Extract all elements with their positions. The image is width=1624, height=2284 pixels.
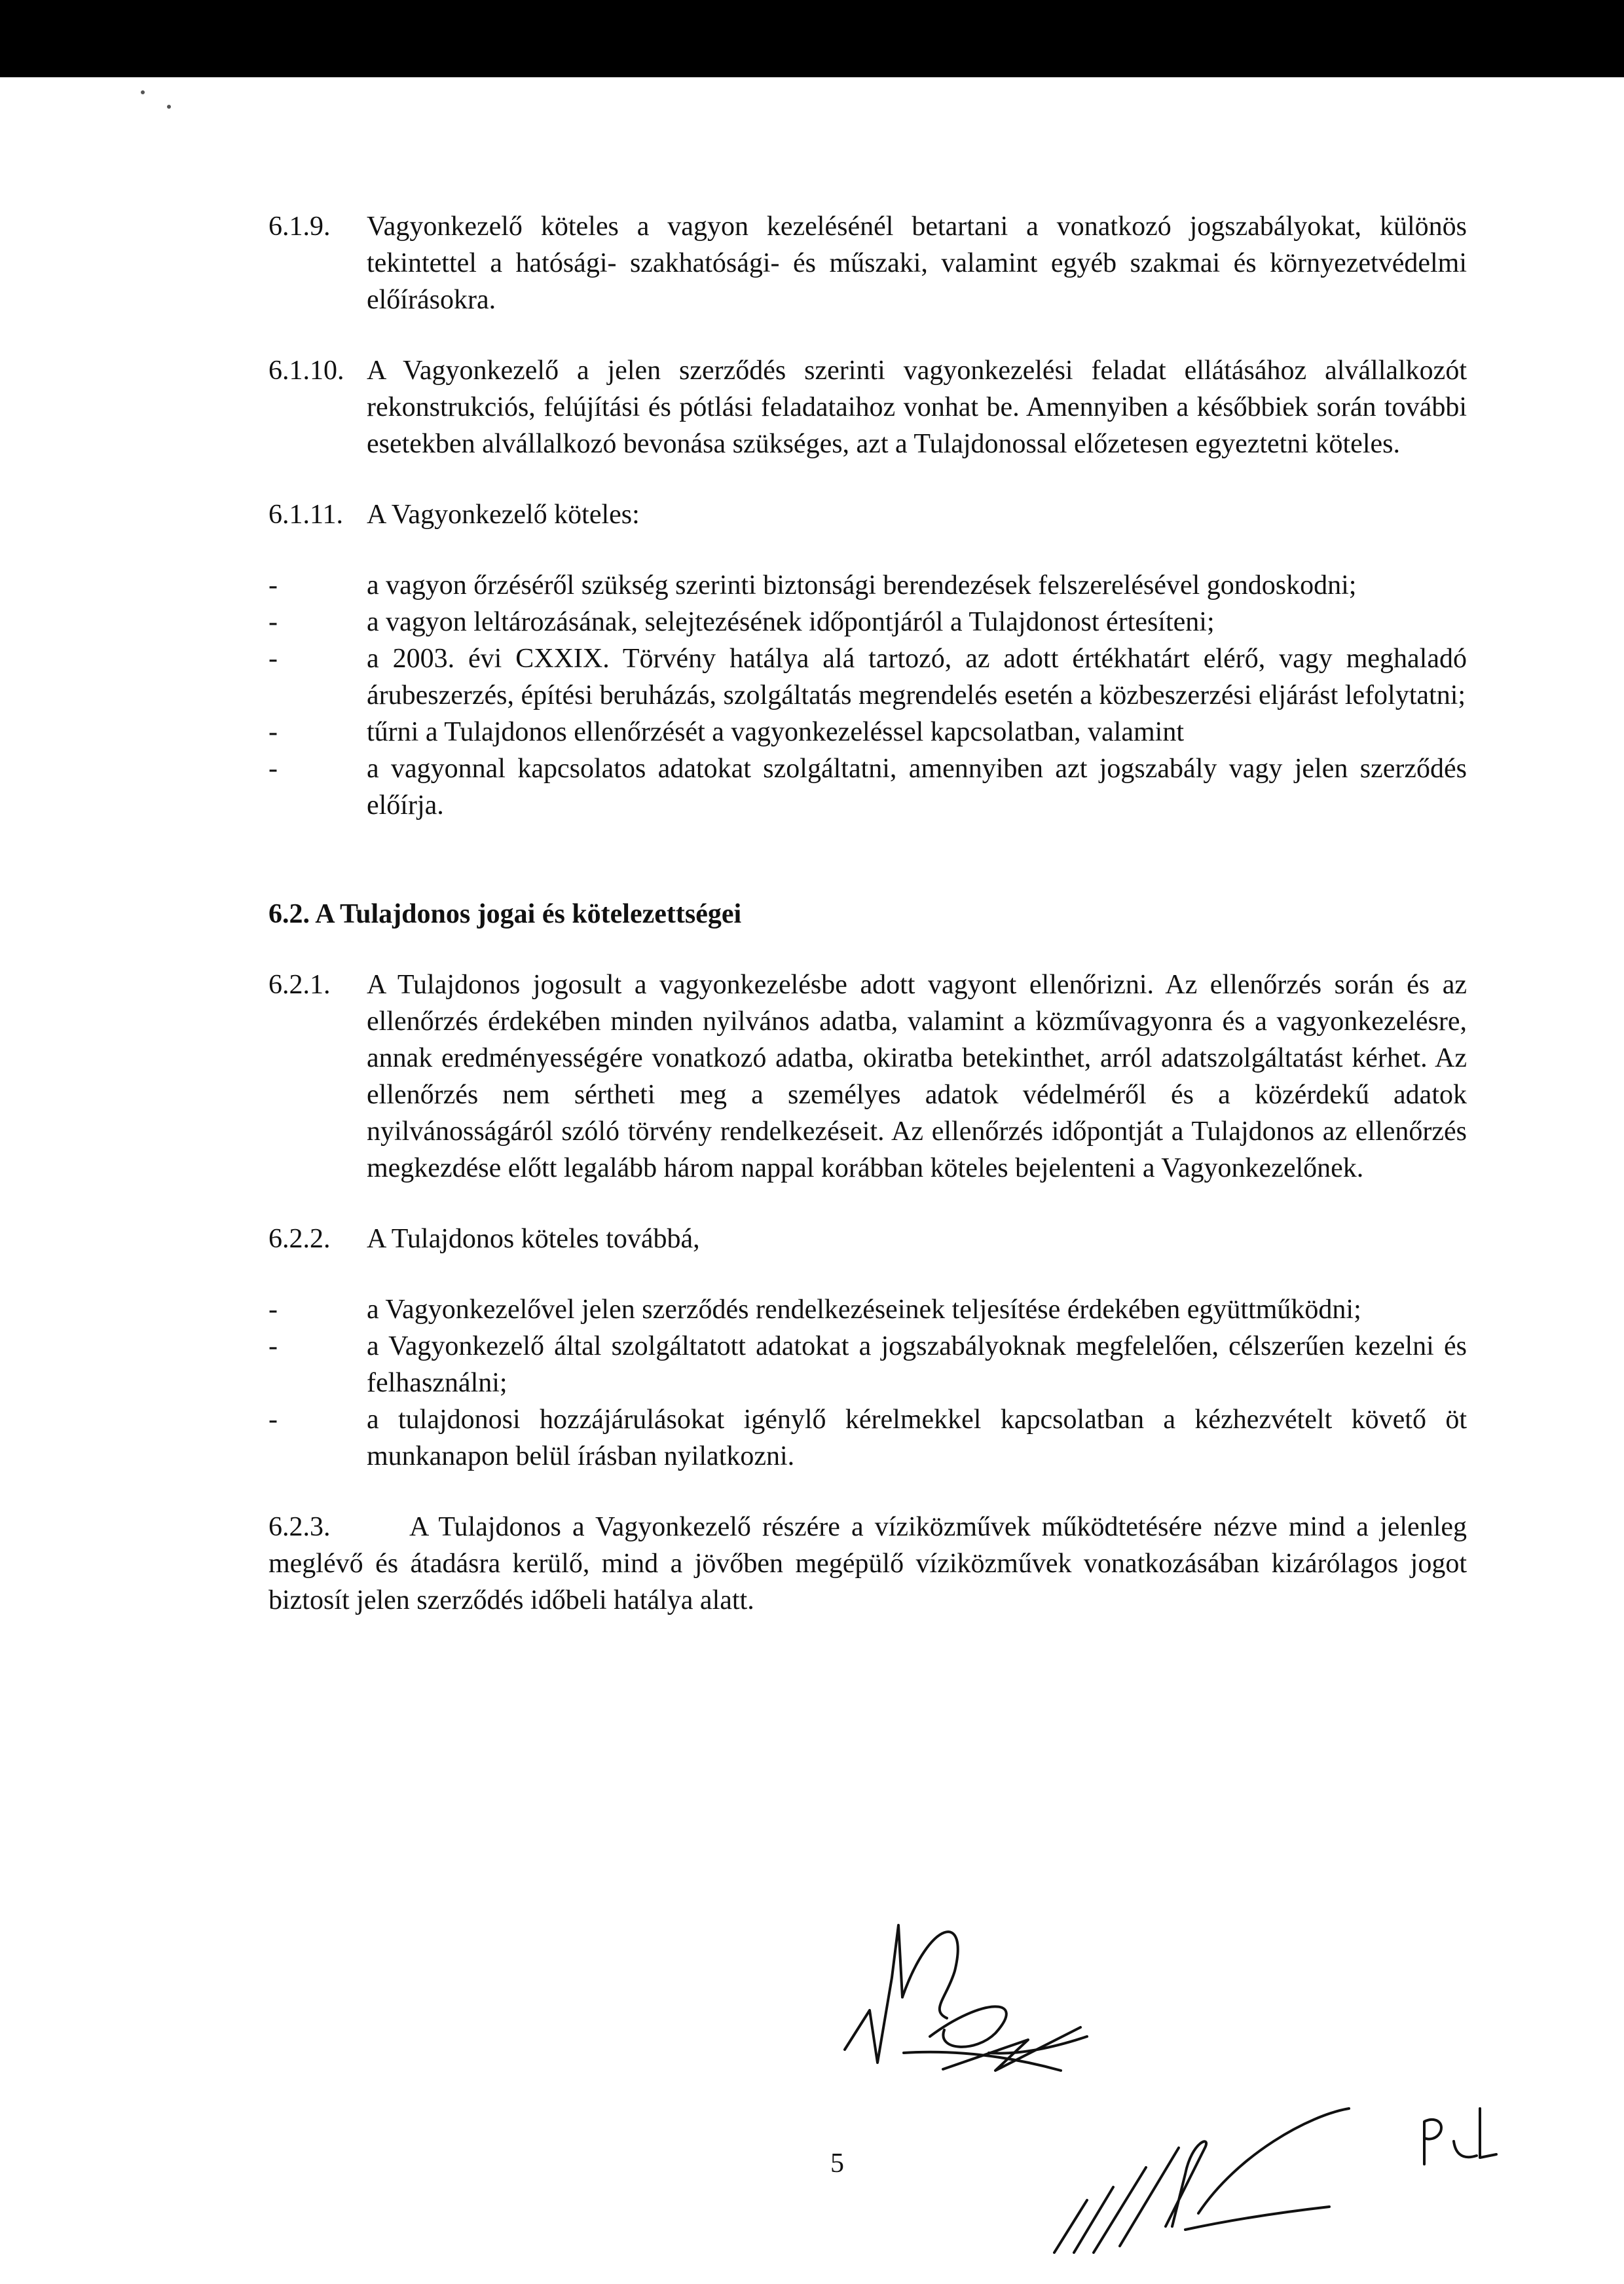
list-item-text: a vagyon leltározásának, selejtezésének időpontjáról a Tulajdonost értesíteni; <box>367 607 1215 637</box>
list-item <box>268 1401 1467 1475</box>
scan-speck <box>141 90 145 94</box>
section-6-2-1 <box>268 967 1467 1187</box>
initials-pl <box>1414 2102 1506 2174</box>
section-6-1-9 <box>268 208 1467 318</box>
list-dash: - <box>268 717 278 747</box>
obligations-list <box>268 567 1467 824</box>
section-text: A Tulajdonos a Vagyonkezelő részére a víziközművek működtetésére nézve mind a jelenleg meglévő és átadásra kerülő, mind a jövőben megépülő víziközművek vonatkozásában kizárólagos jogot biztosít jelen szerződés időbeli hatálya alatt. <box>268 1512 1467 1615</box>
list-dash: - <box>268 644 278 674</box>
section-intro: A Vagyonkezelő köteles: <box>367 500 640 530</box>
list-item-text: a Vagyonkezelő által szolgáltatott adatokat a jogszabályoknak megfelelően, célszerűen kezelni és felhasználni; <box>367 1331 1467 1398</box>
heading-title: A Tulajdonos jogai és kötelezettségei <box>315 899 742 929</box>
section-number: 6.2.3. <box>268 1512 331 1542</box>
owner-duties-list <box>268 1291 1467 1475</box>
page-number: 5 <box>830 2148 844 2179</box>
document-body <box>268 208 1467 1619</box>
section-intro: A Tulajdonos köteles továbbá, <box>367 1224 700 1254</box>
list-item <box>268 640 1467 714</box>
section-number: 6.2.1. <box>268 970 331 1000</box>
list-dash: - <box>268 607 278 637</box>
scan-dark-border <box>0 0 1624 77</box>
list-item <box>268 1328 1467 1401</box>
list-dash: - <box>268 1331 278 1361</box>
list-item-text: a vagyon őrzéséről szükség szerinti biztonsági berendezések felszerelésével gondoskodni; <box>367 570 1357 600</box>
heading-number: 6.2. <box>268 899 316 929</box>
list-dash: - <box>268 1405 278 1435</box>
section-text: A Tulajdonos jogosult a vagyonkezelésbe adott vagyont ellenőrizni. Az ellenőrzés során és az ellenőrzés érdekében minden nyilvános adatba, valamint a közművagyonra és a vagyonkezelésre, annak eredményességére vonatkozó adatba, okiratba betekinthet, arról adatszolgáltatást kérhet. Az ellenőrzés nem sértheti meg a személyes adatok védelméről és a közérdekű adatok nyilvánosságáról szóló törvény rendelkezéseit. Az ellenőrzés időpontját a Tulajdonos az ellenőrzés megkezdése előtt legalább három nappal korábban köteles bejelenteni a Vagyonkezelőnek. <box>367 970 1467 1183</box>
list-item <box>268 750 1467 824</box>
section-6-2-2 <box>268 1221 1467 1257</box>
list-item-text: a 2003. évi CXXIX. Törvény hatálya alá tartozó, az adott értékhatárt elérő, vagy meghaladó árubeszerzés, építési beruházás, szolgáltatás megrendelés esetén a közbeszerzési eljárást lefolytatni; <box>367 644 1467 710</box>
section-number: 6.1.11. <box>268 500 343 530</box>
list-item <box>268 714 1467 750</box>
list-dash: - <box>268 570 278 600</box>
list-item <box>268 604 1467 640</box>
section-number: 6.1.10. <box>268 356 344 386</box>
section-6-1-11 <box>268 496 1467 533</box>
list-item-text: a vagyonnal kapcsolatos adatokat szolgáltatni, amennyiben azt jogszabály vagy jelen szerződés előírja. <box>367 754 1467 820</box>
section-text: A Vagyonkezelő a jelen szerződés szerinti vagyonkezelési feladat ellátásához alvállalkozót rekonstrukciós, felújítási és pótlási feladataihoz vonhat be. Amennyiben a későbbiek során további esetekben alvállalkozó bevonása szükséges, azt a Tulajdonossal előzetesen egyeztetni köteles. <box>367 356 1467 459</box>
scan-speck <box>167 105 171 109</box>
section-text: Vagyonkezelő köteles a vagyon kezelésénél betartani a vonatkozó jogszabályokat, különös tekintettel a hatósági- szakhatósági- és műszaki, valamint egyéb szakmai és környezetvédelmi előírásokra. <box>367 212 1467 315</box>
list-item-text: a Vagyonkezelővel jelen szerződés rendelkezéseinek teljesítése érdekében együttműködni; <box>367 1295 1361 1325</box>
section-number: 6.1.9. <box>268 212 331 242</box>
section-heading-6-2 <box>268 896 1467 932</box>
list-dash: - <box>268 1295 278 1325</box>
section-number: 6.2.2. <box>268 1224 331 1254</box>
list-item <box>268 567 1467 604</box>
list-item-text: a tulajdonosi hozzájárulásokat igénylő kérelmekkel kapcsolatban a kézhezvételt követő öt munkanapon belül írásban nyilatkozni. <box>367 1405 1467 1471</box>
signature-main <box>832 1899 1172 2095</box>
signature-second <box>1041 2095 1382 2266</box>
list-item <box>268 1291 1467 1328</box>
section-6-1-10 <box>268 352 1467 462</box>
list-dash: - <box>268 754 278 784</box>
section-6-2-3 <box>268 1509 1467 1619</box>
list-item-text: tűrni a Tulajdonos ellenőrzését a vagyonkezeléssel kapcsolatban, valamint <box>367 717 1184 747</box>
